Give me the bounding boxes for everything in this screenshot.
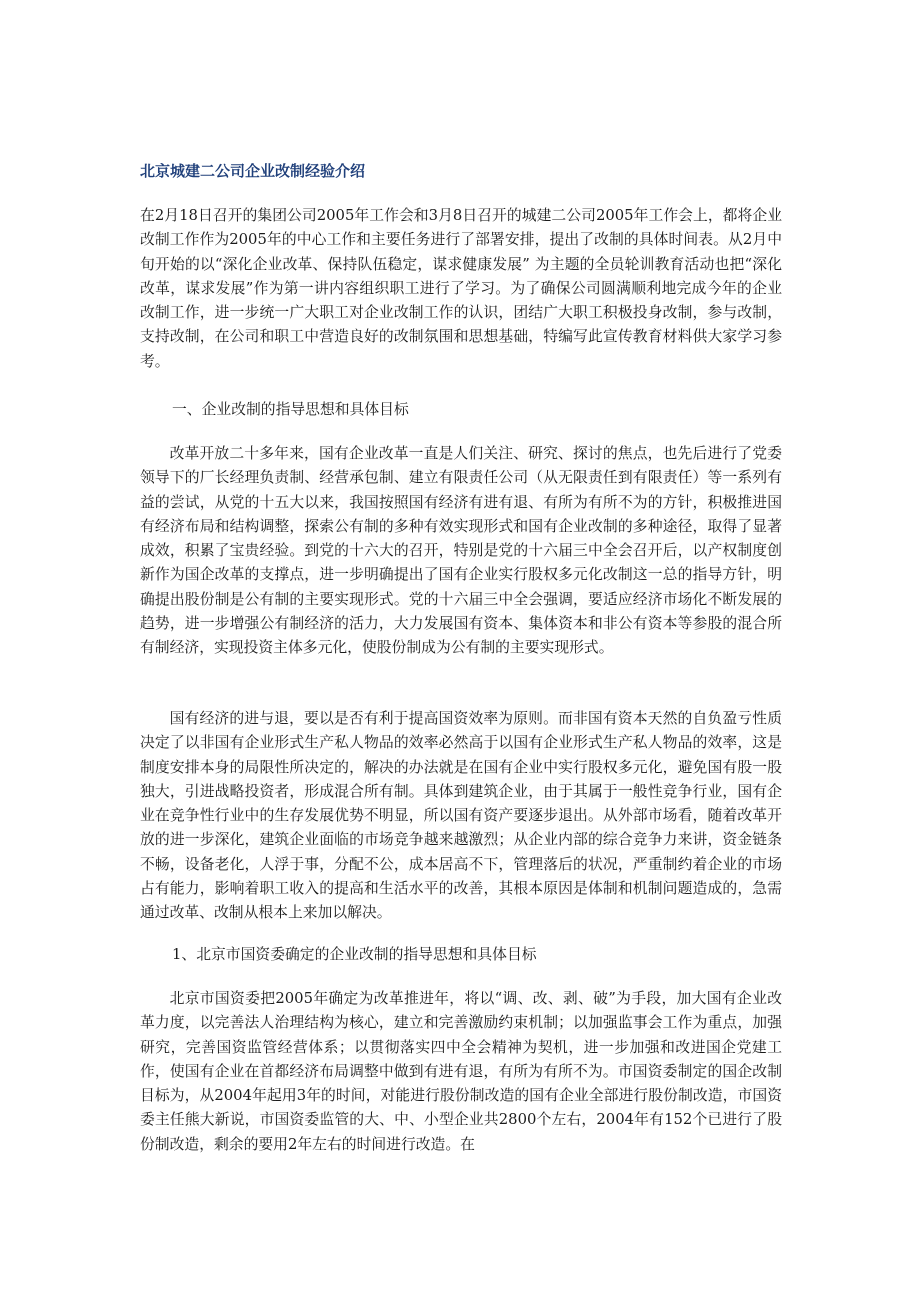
subsection-heading-1: 1、北京市国资委确定的企业改制的指导思想和具体目标	[172, 946, 537, 963]
body-paragraph: 改革开放二十多年来，国有企业改革一直是人们关注、研究、探讨的焦点，也先后进行了党委领导下的厂长经理负责制、经营承包制、建立有限责任公司（从无限责任到有限责任）等一系列有益的尝试，从党的十五大以来，我国按照国有经济有进有退、有所为有所不为的方针，积极推进国有经济布局和结构调整，探索公有制的多种有效实现形式和国有企业改制的多种途径，取得了显著成效，积累了宝贵经验。到党的十六大的召开，特别是党的十六届三中全会召开后，以产权制度创新作为国企改革的支撑点，进一步明确提出了国有企业实行股权多元化改制这一总的指导方针，明确提出股份制是公有制的主要实现形式。党的十六届三中全会强调，要适应经济市场化不断发展的趋势，进一步增强公有制经济的活力，大力发展国有资本、集体资本和非公有资本等参股的混合所有制经济，实现投资主体多元化，使股份制成为公有制的主要实现形式。	[140, 445, 782, 657]
intro-paragraph: 在2月18日召开的集团公司2005年工作会和3月8日召开的城建二公司2005年工作会上，都将企业改制工作作为2005年的中心工作和主要任务进行了部署安排，提出了改制的具体时间表。从2月中旬开始的以“深化企业改革、保持队伍稳定，谋求健康发展” 为主题的全员轮训教育活动也把“深化改革，谋求发展”作为第一讲内容组织职工进行了学习。为了确保公司圆满顺利地完成今年的企业改制工作，进一步统一广大职工对企业改制工作的认识，团结广大职工积极投身改制，参与改制，支持改制，在公司和职工中营造良好的改制氛围和思想基础，特编写此宣传教育材料供大家学习参考。	[140, 207, 782, 370]
section-heading-1: 一、企业改制的指导思想和具体目标	[172, 401, 409, 418]
body-paragraph: 国有经济的进与退，要以是否有利于提高国资效率为原则。而非国有资本天然的自负盈亏性质决定了以非国有企业形式生产私人物品的效率必然高于以国有企业形式生产私人物品的效率，这是制度安排本身的局限性所决定的，解决的办法就是在国有企业中实行股权多元化，避免国有股一股独大，引进战略投资者，形成混合所有制。具体到建筑企业，由于其属于一般性竞争行业，国有企业在竞争性行业中的生存发展优势不明显，所以国有资产要逐步退出。从外部市场看，随着改革开放的进一步深化，建筑企业面临的市场竞争越来越激烈；从企业内部的综合竞争力来讲，资金链条不畅，设备老化，人浮于事，分配不公，成本居高不下，管理落后的状况，严重制约着企业的市场占有能力，影响着职工收入的提高和生活水平的改善，其根本原因是体制和机制问题造成的，急需通过改革、改制从根本上来加以解决。	[140, 710, 782, 922]
body-paragraph: 北京市国资委把2005年确定为改革推进年，将以“调、改、剥、破”为手段，加大国有企业改革力度，以完善法人治理结构为核心，建立和完善激励约束机制；以加强监事会工作为重点，加强研究，完善国资监管经营体系；以贯彻落实四中全会精神为契机，进一步加强和改进国企党建工作，使国有企业在首都经济布局调整中做到有进有退，有所为有所不为。市国资委制定的国企改制目标为，从2004年起用3年的时间，对能进行股份制改造的国有企业全部进行股份制改造，市国资委主任熊大新说，市国资委监管的大、中、小型企业共2800个左右，2004年有152个已进行了股份制改造，剩余的要用2年左右的时间进行改造。在	[140, 990, 782, 1153]
document-title: 北京城建二公司企业改制经验介绍	[140, 162, 366, 180]
